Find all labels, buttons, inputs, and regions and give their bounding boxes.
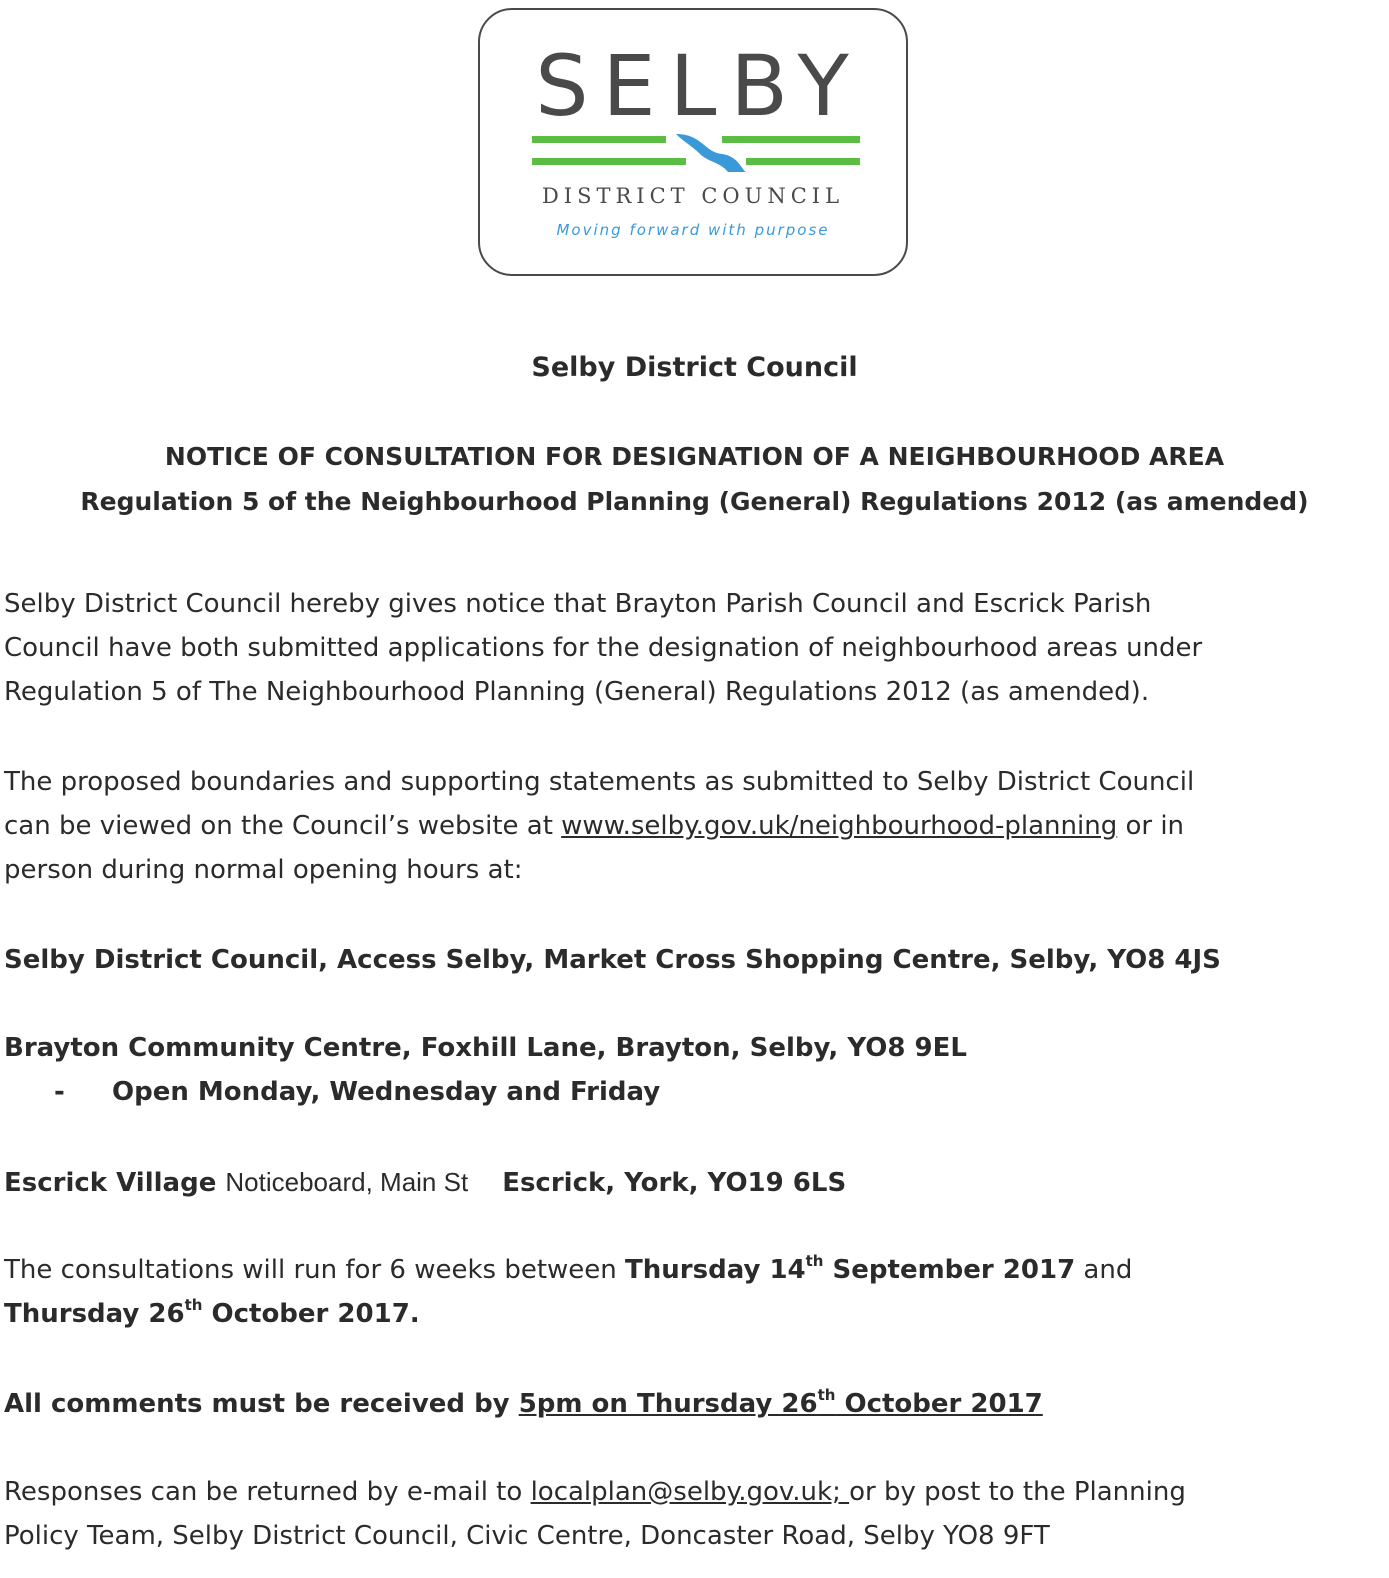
responses-intro: Responses can be returned by e-mail to	[4, 1477, 531, 1507]
viewing-line-1: The proposed boundaries and supporting statements as submitted to Selby District Council	[4, 767, 1195, 797]
escrick-part-1: Escrick Village	[4, 1168, 226, 1198]
dates-intro: The consultations will run for 6 weeks between	[4, 1255, 626, 1285]
logo-tagline: Moving forward with purpose	[556, 221, 830, 239]
viewing-line-2	[4, 804, 1384, 848]
end-date: Thursday 26th October 2017.	[4, 1296, 420, 1329]
deadline-date: 5pm on Thursday 26th October 2017	[518, 1386, 1043, 1419]
intro-line-3: Regulation 5 of The Neighbourhood Planning (General) Regulations 2012 (as amended).	[4, 677, 1150, 707]
river-stripes-icon	[532, 132, 860, 174]
dates-line-2	[4, 1292, 1384, 1336]
website-link[interactable]: www.selby.gov.uk/neighbourhood-planning	[561, 811, 1118, 841]
intro-paragraph	[4, 582, 1384, 714]
list-dash: -	[54, 1077, 65, 1107]
dates-paragraph	[4, 1248, 1384, 1336]
deadline-intro: All comments must be received by	[4, 1389, 519, 1419]
viewing-line-2-end: or in	[1117, 811, 1185, 841]
logo-wordmark: SELBY	[535, 37, 863, 135]
responses-post: or by post to the Planning	[849, 1477, 1186, 1507]
viewing-paragraph	[4, 760, 1384, 892]
dates-line-1	[4, 1248, 1384, 1292]
location-brayton-hours	[4, 1070, 1384, 1114]
intro-line-2: Council have both submitted applications for the designation of neighbourhood areas under	[4, 633, 1203, 663]
escrick-part-3: Escrick, York, YO19 6LS	[502, 1168, 847, 1198]
responses-paragraph	[4, 1470, 1384, 1558]
viewing-line-3: person during normal opening hours at:	[4, 855, 523, 885]
org-heading: Selby District Council	[531, 352, 858, 383]
location-brayton-address: Brayton Community Centre, Foxhill Lane, Brayton, Selby, YO8 9EL	[4, 1033, 967, 1063]
logo-council-text: DISTRICT COUNCIL	[541, 184, 845, 208]
deadline-line	[4, 1382, 1384, 1426]
email-link[interactable]: localplan@selby.gov.uk;	[530, 1477, 850, 1507]
start-date: Thursday 14th September 2017	[625, 1252, 1076, 1285]
responses-line-1	[4, 1470, 1384, 1514]
dates-and: and	[1075, 1255, 1133, 1285]
location-escrick	[4, 1160, 1384, 1205]
notice-subtitle: Regulation 5 of the Neighbourhood Planning (General) Regulations 2012 (as amended)	[80, 487, 1309, 516]
location-selby: Selby District Council, Access Selby, Market Cross Shopping Centre, Selby, YO8 4JS	[4, 945, 1221, 975]
escrick-part-2: Noticeboard, Main St	[225, 1167, 469, 1197]
notice-title: NOTICE OF CONSULTATION FOR DESIGNATION OF A NEIGHBOURHOOD AREA	[164, 442, 1225, 471]
council-logo	[478, 8, 908, 276]
location-brayton	[4, 1026, 1384, 1114]
responses-line-2: Policy Team, Selby District Council, Civic Centre, Doncaster Road, Selby YO8 9FT	[4, 1521, 1050, 1551]
viewing-line-2-text: can be viewed on the Council’s website at	[4, 811, 562, 841]
intro-line-1: Selby District Council hereby gives notice that Brayton Parish Council and Escrick Parish	[4, 589, 1152, 619]
brayton-hours-text: Open Monday, Wednesday and Friday	[112, 1077, 661, 1107]
